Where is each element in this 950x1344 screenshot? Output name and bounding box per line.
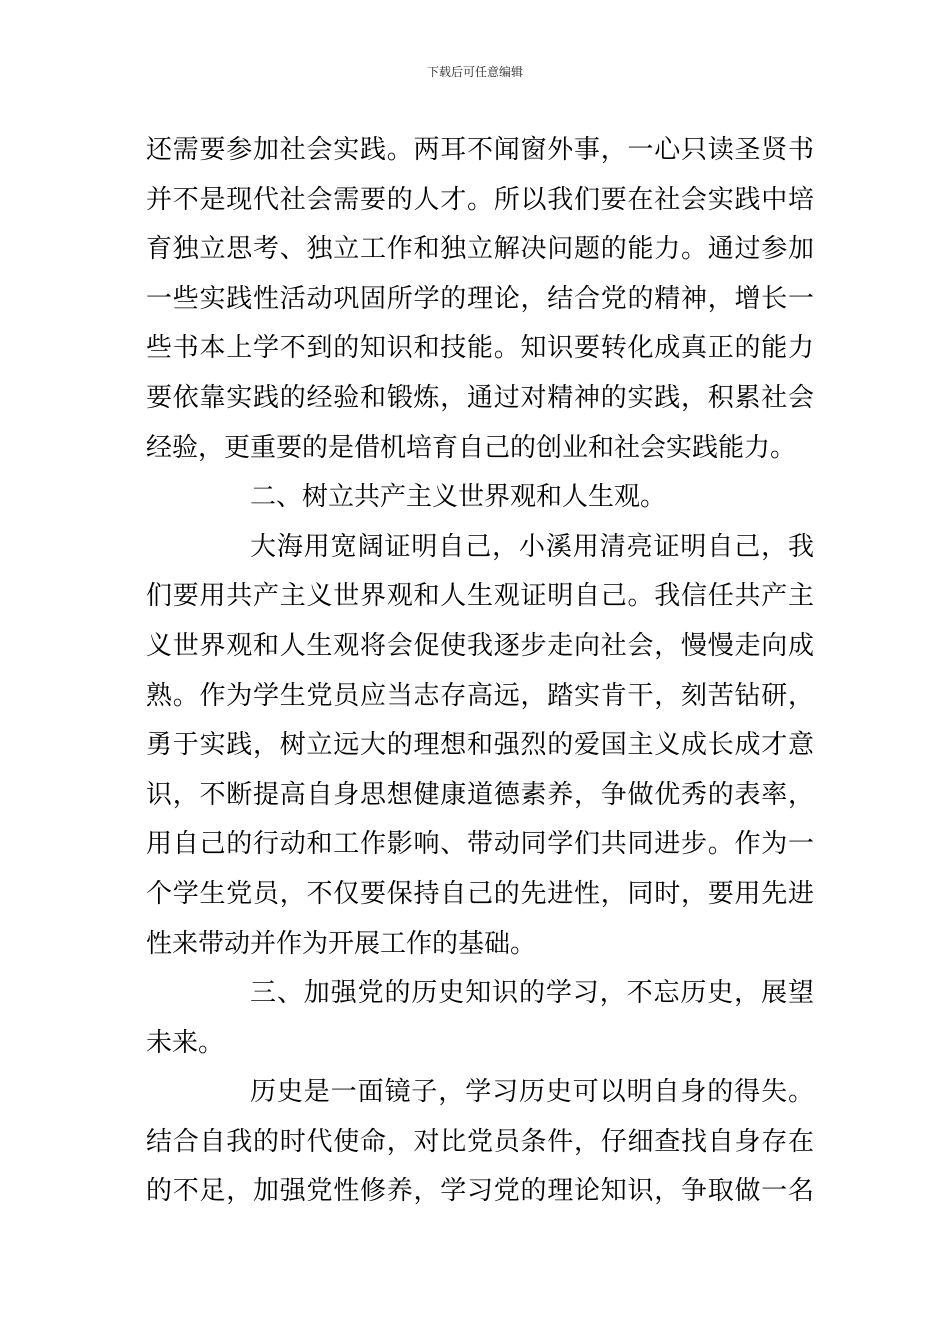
text-line: 未来。 [146,1027,225,1058]
text-line: 个学生党员，不仅要保持自己的先进性，同时，要用先进 [146,878,814,909]
document-body [146,126,814,1217]
page-header: 下载后可任意编辑 [426,65,523,79]
text-line: 经验，更重要的是借机培育自己的创业和社会实践能力。 [146,432,797,463]
text-line: 义世界观和人生观将会促使我逐步走向社会，慢慢走向成 [146,630,814,661]
text-line: 勇于实践，树立远大的理想和强烈的爱国主义成长成才意 [146,730,814,761]
text-line: 的不足，加强党性修养，学习党的理论知识，争取做一名 [146,1176,814,1207]
text-line: 还需要参加社会实践。两耳不闻窗外事，一心只读圣贤书 [146,135,814,165]
text-line: 性来带动并作为开展工作的基础。 [146,928,537,959]
text-line: 大海用宽阔证明自己，小溪用清亮证明自己，我 [250,531,814,562]
text-line: 要依靠实践的经验和锻炼，通过对精神的实践，积累社会 [146,382,814,413]
text-line: 些书本上学不到的知识和技能。知识要转化成真正的能力 [146,333,814,364]
text-line: 并不是现代社会需要的人才。所以我们要在社会实践中培 [146,184,814,215]
text-line: 们要用共产主义世界观和人生观证明自己。我信任共产主 [146,581,814,612]
text-line: 用自己的行动和工作影响、带动同学们共同进步。作为一 [146,829,814,860]
text-line: 三、加强党的历史知识的学习，不忘历史，展望 [250,978,814,1009]
text-line: 识，不断提高自身思想健康道德素养，争做优秀的表率， [146,779,814,810]
text-line: 历史是一面镜子，学习历史可以明自身的得失。 [250,1077,814,1108]
text-line: 结合自我的时代使命，对比党员条件，仔细查找自身存在 [146,1126,814,1157]
text-line: 熟。作为学生党员应当志存高远，踏实肯干，刻苦钻研， [146,680,814,711]
text-line: 一些实践性活动巩固所学的理论，结合党的精神，增长一 [146,283,814,314]
text-line: 二、树立共产主义世界观和人生观。 [250,482,667,513]
text-line: 育独立思考、独立工作和独立解决问题的能力。通过参加 [146,234,814,265]
